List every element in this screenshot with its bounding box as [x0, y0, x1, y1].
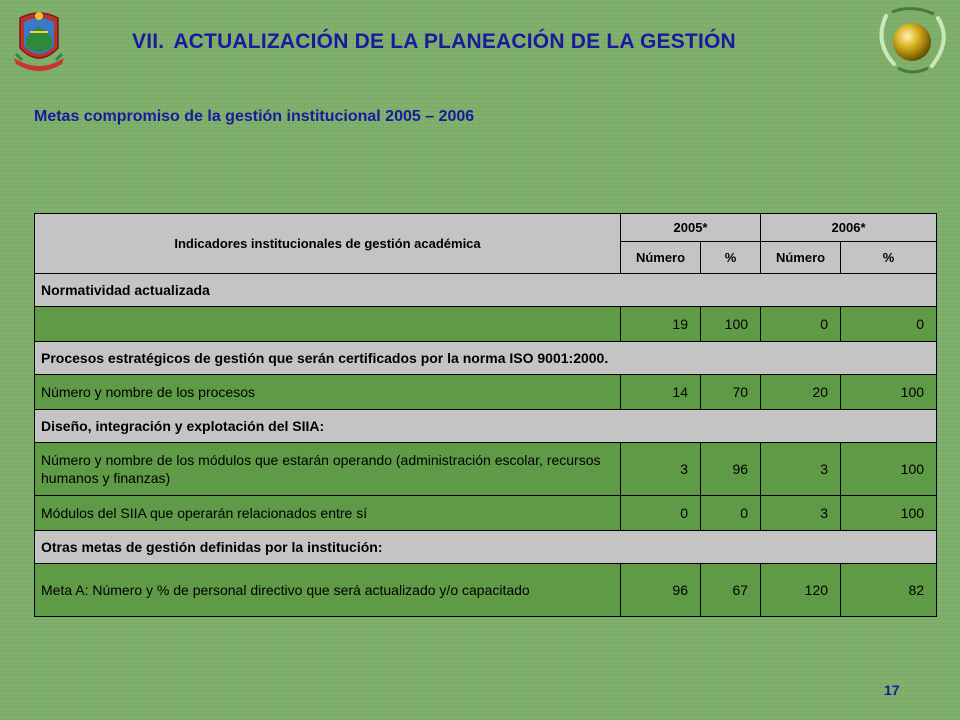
row-label: Número y nombre de los módulos que estarán operando (administración escolar, recursos humanos y finanzas): [35, 443, 621, 496]
goals-table: [34, 213, 937, 617]
section-row: [35, 274, 937, 307]
cell-2005-numero: 3: [621, 443, 701, 496]
section-label: Otras metas de gestión definidas por la institución:: [35, 531, 937, 564]
header-year-2005: 2005*: [621, 214, 761, 242]
cell-2005-pct: 96: [701, 443, 761, 496]
cell-2006-pct: 100: [841, 375, 937, 410]
cell-2006-pct: 0: [841, 307, 937, 342]
cell-2005-pct: 0: [701, 496, 761, 531]
section-label: Procesos estratégicos de gestión que serán certificados por la norma ISO 9001:2000.: [35, 342, 937, 375]
cell-2005-numero: 96: [621, 564, 701, 617]
row-label: Número y nombre de los procesos: [35, 375, 621, 410]
cell-2005-numero: 19: [621, 307, 701, 342]
cell-2005-pct: 100: [701, 307, 761, 342]
table-row: [35, 443, 937, 496]
page-title: [132, 30, 736, 54]
row-label: Módulos del SIIA que operarán relacionados entre sí: [35, 496, 621, 531]
table-row: [35, 564, 937, 617]
header-indicators: Indicadores institucionales de gestión académica: [35, 214, 621, 274]
section-number: VII.: [132, 30, 165, 53]
cell-2006-numero: 0: [761, 307, 841, 342]
table-row: [35, 375, 937, 410]
cell-2006-pct: 100: [841, 496, 937, 531]
cell-2006-numero: 20: [761, 375, 841, 410]
table-row: [35, 496, 937, 531]
cell-2005-numero: 0: [621, 496, 701, 531]
section-row: [35, 410, 937, 443]
header-year-2006: 2006*: [761, 214, 937, 242]
cell-2006-numero: 120: [761, 564, 841, 617]
golden-globe-icon: [872, 6, 952, 76]
cell-2005-pct: 67: [701, 564, 761, 617]
table-row: [35, 307, 937, 342]
row-label: Meta A: Número y % de personal directivo que será actualizado y/o capacitado: [35, 564, 621, 617]
header-2006-pct: %: [841, 242, 937, 274]
cell-2006-numero: 3: [761, 443, 841, 496]
page-subtitle: Metas compromiso de la gestión institucional 2005 – 2006: [34, 108, 475, 125]
row-label: [35, 307, 621, 342]
section-row: [35, 531, 937, 564]
header-2005-pct: %: [701, 242, 761, 274]
page-number: 17: [884, 682, 900, 698]
header-2006-numero: Número: [761, 242, 841, 274]
section-label: Normatividad actualizada: [35, 274, 937, 307]
section-label: Diseño, integración y explotación del SIIA:: [35, 410, 937, 443]
cell-2005-pct: 70: [701, 375, 761, 410]
cell-2006-numero: 3: [761, 496, 841, 531]
cell-2006-pct: 100: [841, 443, 937, 496]
university-emblem-icon: [12, 8, 66, 74]
cell-2006-pct: 82: [841, 564, 937, 617]
cell-2005-numero: 14: [621, 375, 701, 410]
header-2005-numero: Número: [621, 242, 701, 274]
section-row: [35, 342, 937, 375]
title-text: ACTUALIZACIÓN DE LA PLANEACIÓN DE LA GESTIÓN: [173, 30, 736, 53]
